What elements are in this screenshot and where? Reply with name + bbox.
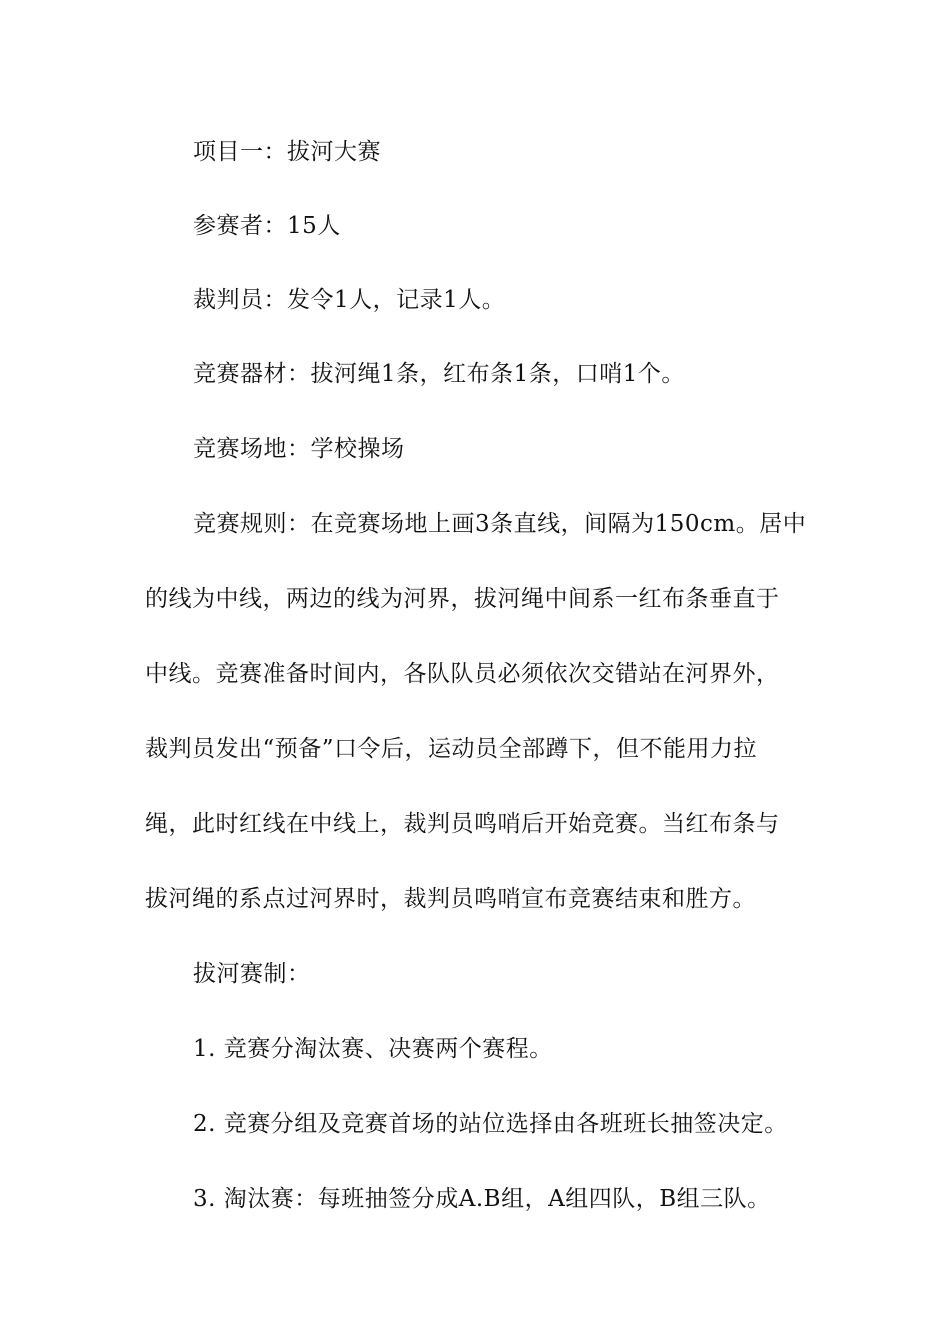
rules-paragraph-line: 拔河绳的系点过河界时，裁判员鸣哨宣布竞赛结束和胜方。 (145, 886, 756, 912)
rules-paragraph-line: 竞赛规则：在竞赛场地上画3条直线，间隔为150cm。居中 (193, 511, 807, 537)
format-item: 2. 竞赛分组及竞赛首场的站位选择由各班班长抽签决定。 (193, 1111, 788, 1137)
rules-paragraph-line: 绳，此时红线在中线上，裁判员鸣哨后开始竞赛。当红布条与 (145, 811, 780, 837)
participants-line: 参赛者：15人 (193, 213, 341, 239)
format-item: 1. 竞赛分淘汰赛、决赛两个赛程。 (193, 1036, 553, 1062)
venue-line: 竞赛场地：学校操场 (193, 436, 405, 462)
referees-line: 裁判员：发令1人，记录1人。 (193, 287, 506, 313)
format-heading: 拔河赛制： (193, 961, 311, 987)
format-item: 3. 淘汰赛：每班抽签分成A.B组，A组四队，B组三队。 (193, 1186, 771, 1212)
item-heading: 项目一：拔河大赛 (193, 139, 381, 165)
rules-paragraph-line: 裁判员发出“预备”口令后，运动员全部蹲下，但不能用力拉 (145, 736, 758, 762)
equipment-line: 竞赛器材：拔河绳1条，红布条1条，口哨1个。 (193, 361, 685, 387)
rules-paragraph-line: 的线为中线，两边的线为河界，拔河绳中间系一红布条垂直于 (145, 586, 780, 612)
rules-paragraph-line: 中线。竞赛准备时间内，各队队员必须依次交错站在河界外， (145, 661, 780, 687)
